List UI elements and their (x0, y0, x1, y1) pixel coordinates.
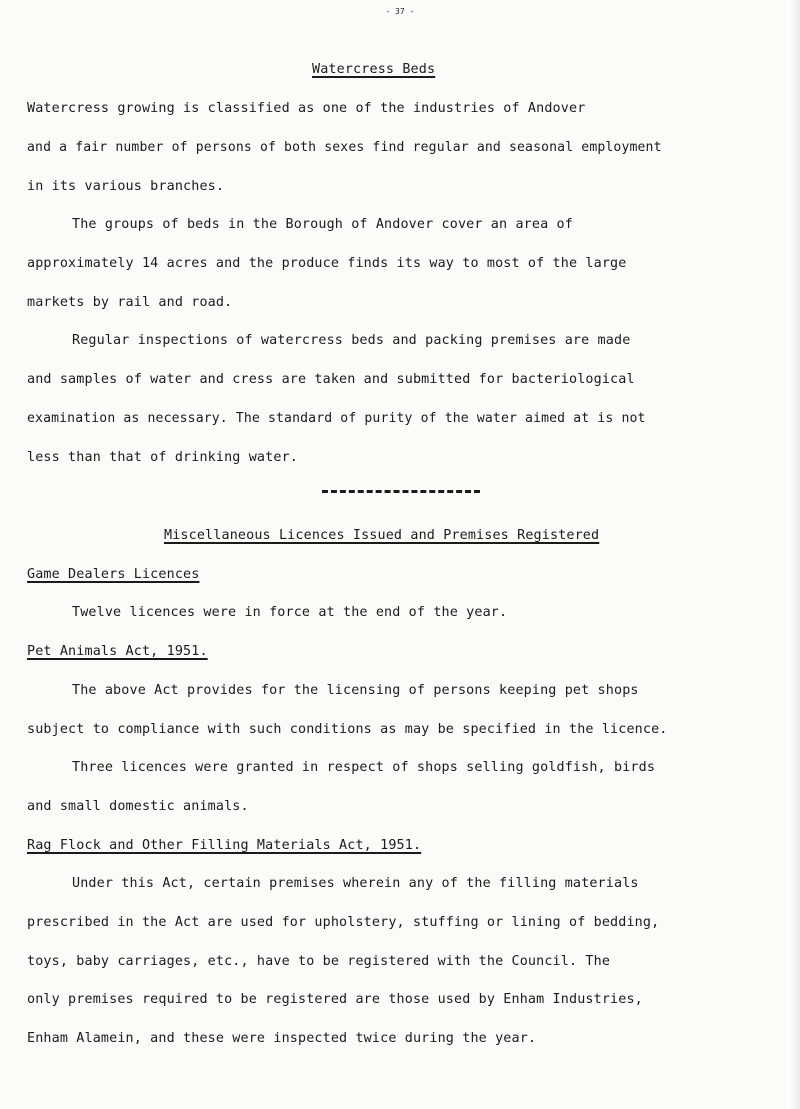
paragraph-line: Enham Alamein, and these were inspected twice during the year. (27, 1031, 537, 1046)
paragraph-line: Watercress growing is classified as one of the industries of Andover (27, 101, 586, 116)
page-number: - 37 - (385, 7, 415, 16)
section-divider (322, 490, 480, 493)
paragraph-line: only premises required to be registered are those used by Enham Industries, (27, 992, 643, 1007)
paragraph-line: Three licences were granted in respect of shops selling goldfish, birds (72, 760, 656, 775)
paragraph-line: Under this Act, certain premises wherein any of the filling materials (72, 876, 639, 891)
paragraph-line: toys, baby carriages, etc., have to be registered with the Council. The (27, 954, 611, 969)
paragraph-line: Twelve licences were in force at the end of the year. (72, 605, 508, 620)
paragraph-line: in its various branches. (27, 179, 225, 194)
paragraph-line: examination as necessary. The standard of purity of the water aimed at is not (27, 411, 646, 426)
paragraph-line: and samples of water and cress are taken and submitted for bacteriological (27, 372, 635, 387)
paragraph-line: and a fair number of persons of both sexes find regular and seasonal employment (27, 140, 662, 155)
paragraph-line: less than that of drinking water. (27, 450, 298, 465)
watercress-heading: Watercress Beds (312, 62, 436, 77)
rag-flock-heading: Rag Flock and Other Filling Materials Act, 1951. (27, 838, 422, 853)
paragraph-line: prescribed in the Act are used for upholstery, stuffing or lining of bedding, (27, 915, 660, 930)
paragraph-line: The groups of beds in the Borough of Andover cover an area of (72, 217, 573, 232)
game-dealers-heading: Game Dealers Licences (27, 567, 200, 582)
page-edge-shadow (790, 0, 800, 1109)
paragraph-line: subject to compliance with such conditions as may be specified in the licence. (27, 722, 668, 737)
paragraph-line: and small domestic animals. (27, 799, 249, 814)
paragraph-line: The above Act provides for the licensing of persons keeping pet shops (72, 683, 639, 698)
paragraph-line: Regular inspections of watercress beds and packing premises are made (72, 333, 631, 348)
paragraph-line: markets by rail and road. (27, 295, 233, 310)
miscellaneous-heading: Miscellaneous Licences Issued and Premises Registered (164, 528, 600, 543)
paragraph-line: approximately 14 acres and the produce finds its way to most of the large (27, 256, 627, 271)
pet-animals-heading: Pet Animals Act, 1951. (27, 644, 208, 659)
